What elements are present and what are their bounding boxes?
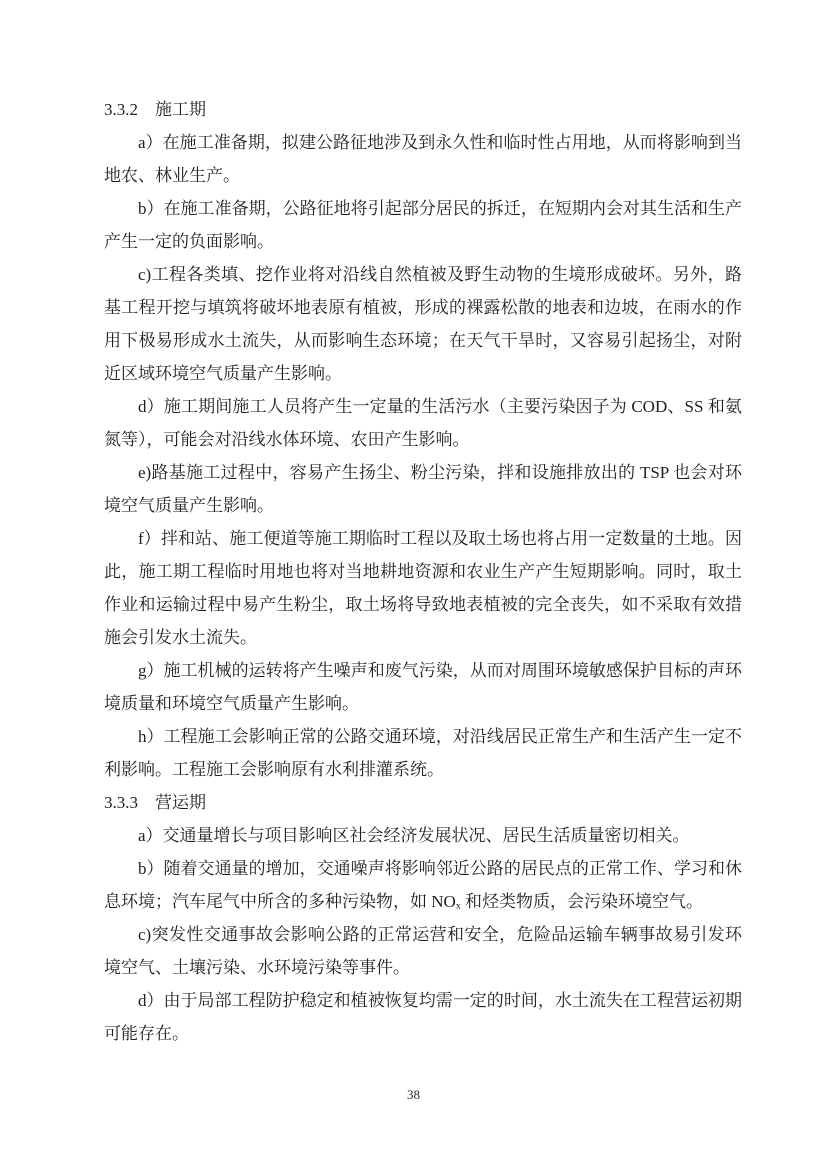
section-3-3-2-para-f: f）拌和站、施工便道等施工期临时工程以及取土场也将占用一定数量的土地。因此，施工期工程临时用地也将对当地耕地资源和农业生产产生短期影响。同时，取土作业和运输过程中易产生粉尘，取土场将导致地表植被的完全丧失，如不采取有效措施会引发水土流失。	[104, 529, 742, 647]
section-3-3-2-para-a: a）在施工准备期，拟建公路征地涉及到永久性和临时性占用地，从而将影响到当地农、林业生产。	[104, 133, 742, 185]
section-3-3-2-para-d: d）施工期间施工人员将产生一定量的生活污水（主要污染因子为 COD、SS 和氨氮等），可能会对沿线水体环境、农田产生影响。	[104, 397, 742, 449]
page-number: 38	[407, 1087, 420, 1102]
section-3-3-3-para-a: a）交通量增长与项目影响区社会经济发展状况、居民生活质量密切相关。	[138, 826, 690, 845]
section-3-3-2-para-g: g）施工机械的运转将产生噪声和废气污染，从而对周围环境敏感保护目标的声环境质量和环境空气质量产生影响。	[104, 661, 742, 713]
section-3-3-3-para-b: b）随着交通量的增加，交通噪声将影响邻近公路的居民点的正常工作、学习和休息环境；汽车尾气中所含的多种污染物，如 NOₓ 和烃类物质，会污染环境空气。	[104, 859, 742, 911]
section-3-3-2-para-b: b）在施工准备期，公路征地将引起部分居民的拆迁，在短期内会对其生活和生产产生一定的负面影响。	[104, 199, 742, 251]
document-content	[104, 93, 742, 1050]
section-3-3-2-heading: 3.3.2 施工期	[104, 100, 206, 119]
section-3-3-3-heading: 3.3.3 营运期	[104, 793, 206, 812]
section-3-3-2-para-h: h）工程施工会影响正常的公路交通环境，对沿线居民正常生产和生活产生一定不利影响。工程施工会影响原有水利排灌系统。	[104, 727, 742, 779]
section-3-3-3-para-c: c)突发性交通事故会影响公路的正常运营和安全，危险品运输车辆事故易引发环境空气、土壤污染、水环境污染等事件。	[104, 925, 742, 977]
section-3-3-2-para-c: c)工程各类填、挖作业将对沿线自然植被及野生动物的生境形成破坏。另外，路基工程开挖与填筑将破坏地表原有植被，形成的裸露松散的地表和边坡，在雨水的作用下极易形成水土流失，从而影响生态环境；在天气干旱时，又容易引起扬尘，对附近区域环境空气质量产生影响。	[104, 265, 742, 383]
section-3-3-3-para-d: d）由于局部工程防护稳定和植被恢复均需一定的时间，水土流失在工程营运初期可能存在。	[104, 991, 742, 1043]
section-3-3-2-para-e: e)路基施工过程中，容易产生扬尘、粉尘污染，拌和设施排放出的 TSP 也会对环境空气质量产生影响。	[104, 463, 742, 515]
